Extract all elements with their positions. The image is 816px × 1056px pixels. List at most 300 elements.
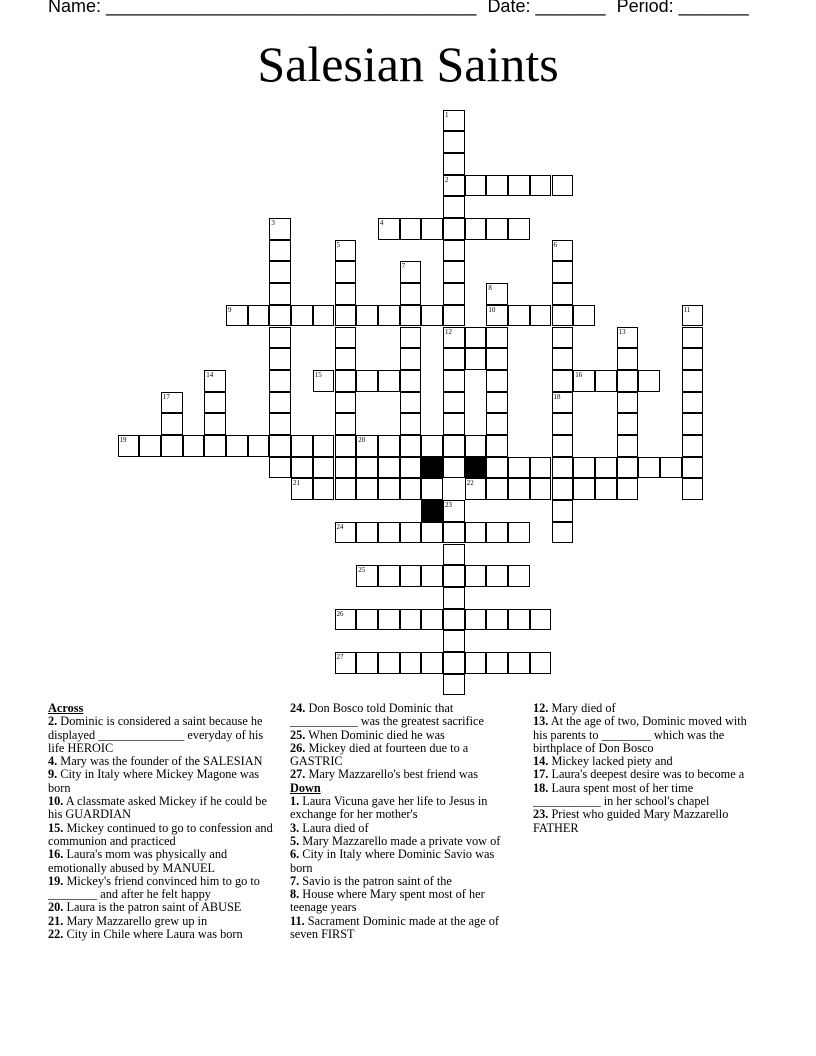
grid-cell[interactable] [443,110,465,132]
grid-cell[interactable] [204,392,226,414]
grid-cell[interactable] [486,565,508,587]
grid-cell[interactable] [552,240,574,262]
clues-column-1 [48,702,276,941]
clue-number-label: 10. [48,794,64,809]
grid-cell[interactable] [573,457,595,479]
clue-number-label: 7. [290,873,300,888]
clue-number-label: 27. [290,767,306,782]
clue-number: 23 [445,501,452,510]
grid-cell[interactable] [443,305,465,327]
grid-cell[interactable] [530,609,552,631]
grid-cell[interactable] [508,652,530,674]
grid-cell[interactable] [443,609,465,631]
grid-cell[interactable] [335,435,357,457]
grid-cell[interactable] [595,457,617,479]
grid-cell[interactable] [552,370,574,392]
grid-cell[interactable] [313,457,335,479]
grid-cell[interactable] [552,327,574,349]
grid-cell[interactable] [378,565,400,587]
grid-cell[interactable] [617,348,639,370]
clue-number: 12 [445,327,452,336]
clue-number-label: 17. [533,767,549,782]
grid-cell[interactable] [269,261,291,283]
grid-cell[interactable] [226,435,248,457]
grid-cell[interactable] [335,327,357,349]
clue-number-label: 6. [290,847,300,862]
clue-text: Savio is the patron saint of the [299,873,452,888]
grid-cell[interactable] [421,435,443,457]
clue-number: 11 [683,305,691,314]
clue-text: City in Italy where Mickey Magone was born [48,767,260,795]
across-clue [48,715,276,755]
grid-cell[interactable] [269,327,291,349]
grid-cell[interactable] [378,218,400,240]
grid-cell[interactable] [400,565,422,587]
down-clue [290,835,518,848]
grid-cell[interactable] [530,457,552,479]
grid-cell[interactable] [335,283,357,305]
clue-number: 14 [206,370,214,379]
grid-cell[interactable] [552,457,574,479]
grid-cell[interactable] [400,218,422,240]
down-clue [290,795,518,822]
grid-cell[interactable] [682,392,704,414]
clue-number: 25 [358,566,366,575]
down-clue [533,702,761,715]
clue-number-label: 8. [290,887,300,902]
clue-number-label: 12. [533,701,549,715]
down-clues-a [290,795,518,941]
clue-number-label: 24. [290,701,306,715]
grid-cell[interactable] [552,283,574,305]
grid-cell[interactable] [400,283,422,305]
down-clues-b [533,702,761,835]
grid-cell[interactable] [530,175,552,197]
grid-cell[interactable] [638,370,660,392]
down-clue [533,808,761,835]
grid-cell[interactable] [552,478,574,500]
grid-cell[interactable] [682,435,704,457]
clue-text: Dominic is considered a saint because he displayed ______________ everyday of his life HEROIC [48,714,264,755]
grid-cell[interactable] [486,283,508,305]
clues-column-2 [290,702,518,941]
clue-number-label: 23. [533,807,549,822]
grid-cell[interactable] [443,522,465,544]
clue-text: City in Chile where Laura was born [63,927,243,942]
grid-cell[interactable] [465,565,487,587]
grid-cell[interactable] [443,392,465,414]
clue-number: 17 [162,392,170,401]
grid-cell[interactable] [269,435,291,457]
grid-cell[interactable] [573,478,595,500]
grid-cell[interactable] [291,478,313,500]
grid-cell[interactable] [552,522,574,544]
grid-cell[interactable] [682,348,704,370]
grid-cell[interactable] [356,478,378,500]
grid-cell[interactable] [443,500,465,522]
clues-column-3 [533,702,761,835]
grid-cell[interactable] [486,305,508,327]
grid-cell[interactable] [356,305,378,327]
across-clue [48,848,276,875]
grid-cell[interactable] [400,261,422,283]
grid-cell[interactable] [335,522,357,544]
grid-cell[interactable] [291,457,313,479]
grid-cell[interactable] [335,652,357,674]
grid-cell[interactable] [400,327,422,349]
grid-cell[interactable] [356,435,378,457]
grid-cell[interactable] [335,457,357,479]
grid-cell[interactable] [443,457,465,479]
grid-cell[interactable] [356,370,378,392]
grid-cell[interactable] [682,370,704,392]
grid-cell[interactable] [617,413,639,435]
grid-cell[interactable] [443,652,465,674]
down-clue [290,875,518,888]
across-clue [48,755,276,768]
grid-cell[interactable] [443,674,465,696]
name-field[interactable]: Name: _____________________________________ [48,0,477,16]
grid-cell[interactable] [552,261,574,283]
grid-cell[interactable] [508,218,530,240]
clue-number: 1 [445,110,449,119]
grid-cell[interactable] [269,218,291,240]
clue-number: 6 [553,240,557,249]
grid-cell[interactable] [118,435,140,457]
grid-cell[interactable] [269,305,291,327]
grid-cell[interactable] [269,240,291,262]
clue-number-label: 21. [48,913,64,928]
grid-cell[interactable] [465,327,487,349]
grid-cell[interactable] [335,261,357,283]
clue-text: When Dominic died he was [305,727,445,742]
down-heading: Down [290,780,321,795]
grid-cell[interactable] [465,609,487,631]
grid-cell[interactable] [530,652,552,674]
grid-cell[interactable] [552,435,574,457]
grid-cell[interactable] [617,392,639,414]
grid-cell[interactable] [421,565,443,587]
grid-cell[interactable] [356,652,378,674]
grid-cell[interactable] [465,348,487,370]
grid-cell[interactable] [486,478,508,500]
clue-number-label: 11. [290,913,305,928]
clue-text: A classmate asked Mickey if he could be his GUARDIAN [48,794,267,822]
clue-number: 24 [336,522,344,531]
grid-cell[interactable] [335,240,357,262]
grid-cell[interactable] [552,500,574,522]
grid-cell[interactable] [508,305,530,327]
grid-cell[interactable] [530,478,552,500]
grid-cell[interactable] [443,544,465,566]
grid-cell[interactable] [508,565,530,587]
clue-text: Laura Vicuna gave her life to Jesus in exchange for her mother's [290,794,488,822]
across-clue [48,901,276,914]
puzzle-title: Salesian Saints [257,36,559,92]
clue-number: 27 [336,653,344,661]
grid-cell[interactable] [443,261,465,283]
grid-cell[interactable] [400,457,422,479]
grid-cell[interactable] [335,413,357,435]
clue-number-label: 13. [533,714,549,729]
grid-cell[interactable] [508,609,530,631]
grid-cell[interactable] [248,435,270,457]
grid-cell[interactable] [400,413,422,435]
clue-text: Mickey continued to go to confession and communion and practiced [48,820,273,848]
grid-cell[interactable] [508,522,530,544]
grid-cell[interactable] [400,478,422,500]
clue-text: Mary Mazzarello's best friend was [305,767,478,782]
grid-cell[interactable] [552,348,574,370]
grid-cell[interactable] [443,370,465,392]
grid-cell[interactable] [443,175,465,197]
clue-text: Mary Mazzarello grew up in [63,913,208,928]
black-square [421,500,443,522]
grid-cell[interactable] [378,522,400,544]
clue-text: Mary died of [548,701,616,715]
grid-cell[interactable] [356,565,378,587]
grid-cell[interactable] [682,413,704,435]
grid-cell[interactable] [421,522,443,544]
clue-number: 19 [119,436,127,444]
clue-text: Laura spent most of her time ___________ in her school's chapel [533,780,710,809]
clue-number: 8 [488,284,492,293]
grid-cell[interactable] [291,305,313,327]
down-clue [533,768,761,781]
grid-cell[interactable] [443,131,465,153]
grid-cell[interactable] [486,348,508,370]
grid-cell[interactable] [421,609,443,631]
grid-cell[interactable] [465,218,487,240]
clue-number-label: 26. [290,740,306,755]
grid-cell[interactable] [421,305,443,327]
grid-cell[interactable] [269,413,291,435]
grid-cell[interactable] [443,240,465,262]
across-clue [290,702,518,729]
grid-cell[interactable] [378,435,400,457]
across-clue [48,795,276,822]
grid-cell[interactable] [313,478,335,500]
grid-cell[interactable] [465,522,487,544]
clue-text: Mickey lacked piety and [548,754,673,769]
grid-cell[interactable] [486,652,508,674]
grid-cell[interactable] [291,435,313,457]
grid-cell[interactable] [400,370,422,392]
grid-cell[interactable] [161,392,183,414]
grid-cell[interactable] [378,370,400,392]
clue-text: Mickey died at fourteen due to a GASTRIC [290,740,469,769]
grid-cell[interactable] [443,565,465,587]
grid-cell[interactable] [682,305,704,327]
grid-cell[interactable] [378,609,400,631]
grid-cell[interactable] [682,327,704,349]
grid-cell[interactable] [465,652,487,674]
grid-cell[interactable] [486,413,508,435]
grid-cell[interactable] [443,630,465,652]
grid-cell[interactable] [486,392,508,414]
grid-cell[interactable] [400,652,422,674]
grid-cell[interactable] [486,218,508,240]
grid-cell[interactable] [269,348,291,370]
grid-cell[interactable] [335,370,357,392]
clue-number-label: 25. [290,727,306,742]
grid-cell[interactable] [617,478,639,500]
clue-number: 10 [488,305,496,314]
grid-cell[interactable] [378,305,400,327]
grid-cell[interactable] [400,609,422,631]
grid-cell[interactable] [204,370,226,392]
grid-cell[interactable] [443,348,465,370]
grid-cell[interactable] [400,392,422,414]
grid-cell[interactable] [443,283,465,305]
grid-cell[interactable] [617,457,639,479]
grid-cell[interactable] [508,175,530,197]
grid-cell[interactable] [682,478,704,500]
grid-cell[interactable] [486,522,508,544]
grid-cell[interactable] [313,370,335,392]
grid-cell[interactable] [400,305,422,327]
across-clues-b [290,702,518,782]
grid-cell[interactable] [443,435,465,457]
down-clue [290,822,518,835]
grid-cell[interactable] [486,175,508,197]
grid-cell[interactable] [617,327,639,349]
clue-number-label: 19. [48,873,64,888]
grid-cell[interactable] [573,305,595,327]
clue-number: 15 [314,370,322,379]
grid-cell[interactable] [269,283,291,305]
grid-cell[interactable] [139,435,161,457]
clue-text: House where Mary spent most of her teenage years [290,887,485,915]
grid-cell[interactable] [269,392,291,414]
clue-number: 2 [445,175,449,184]
clue-text: Laura is the patron saint of ABUSE [63,900,242,915]
grid-cell[interactable] [400,435,422,457]
clue-number: 18 [553,392,561,401]
clue-number-label: 15. [48,820,64,835]
grid-cell[interactable] [508,478,530,500]
grid-cell[interactable] [421,218,443,240]
grid-cell[interactable] [335,348,357,370]
clue-number-label: 16. [48,847,64,862]
grid-cell[interactable] [161,413,183,435]
grid-cell[interactable] [595,478,617,500]
grid-cell[interactable] [335,609,357,631]
grid-cell[interactable] [443,218,465,240]
grid-cell[interactable] [617,370,639,392]
date-field[interactable]: Date: _______ [487,0,606,16]
clue-number: 16 [575,370,583,379]
grid-cell[interactable] [335,478,357,500]
period-field[interactable]: Period: _______ [616,0,749,16]
grid-cell[interactable] [486,435,508,457]
clue-number-label: 9. [48,767,58,782]
grid-cell[interactable] [443,587,465,609]
across-clue [290,729,518,742]
down-clue [290,915,518,942]
down-clue [533,755,761,768]
grid-cell[interactable] [356,457,378,479]
grid-cell[interactable] [552,392,574,414]
clue-number-label: 5. [290,833,300,848]
grid-cell[interactable] [486,370,508,392]
grid-cell[interactable] [486,327,508,349]
across-clue [48,822,276,849]
grid-cell[interactable] [421,652,443,674]
grid-cell[interactable] [313,435,335,457]
grid-cell[interactable] [486,457,508,479]
grid-cell[interactable] [378,652,400,674]
grid-cell[interactable] [335,305,357,327]
clue-number: 21 [293,479,301,488]
clue-number-label: 18. [533,780,549,795]
grid-cell[interactable] [638,457,660,479]
across-clue [48,875,276,902]
grid-cell[interactable] [400,522,422,544]
grid-cell[interactable] [356,609,378,631]
grid-cell[interactable] [486,609,508,631]
grid-cell[interactable] [465,478,487,500]
grid-cell[interactable] [269,370,291,392]
grid-cell[interactable] [465,435,487,457]
grid-cell[interactable] [378,457,400,479]
grid-cell[interactable] [465,175,487,197]
grid-cell[interactable] [226,305,248,327]
clue-number-label: 3. [290,820,300,835]
down-clue [290,888,518,915]
clue-number: 7 [401,262,406,271]
grid-cell[interactable] [248,305,270,327]
clue-text: Don Bosco told Dominic that ___________ was the greatest sacrifice [290,701,484,729]
grid-cell[interactable] [269,457,291,479]
across-clue [48,928,276,941]
clue-text: City in Italy where Dominic Savio was born [290,847,495,875]
down-clue [290,848,518,875]
grid-cell[interactable] [443,196,465,218]
grid-cell[interactable] [356,522,378,544]
grid-cell[interactable] [443,153,465,175]
clue-number: 22 [466,479,474,488]
grid-cell[interactable] [161,435,183,457]
grid-cell[interactable] [313,305,335,327]
grid-cell[interactable] [183,435,205,457]
grid-cell[interactable] [443,413,465,435]
grid-cell[interactable] [552,413,574,435]
across-heading: Across [48,701,84,715]
grid-cell[interactable] [552,175,574,197]
grid-cell[interactable] [400,348,422,370]
grid-cell[interactable] [595,370,617,392]
grid-cell[interactable] [552,305,574,327]
grid-cell[interactable] [204,435,226,457]
grid-cell[interactable] [421,478,443,500]
across-clue [290,768,518,781]
down-clue [533,715,761,755]
grid-cell[interactable] [204,413,226,435]
grid-cell[interactable] [335,392,357,414]
black-square [421,457,443,479]
grid-cell[interactable] [573,370,595,392]
grid-cell[interactable] [443,327,465,349]
grid-cell[interactable] [508,457,530,479]
grid-cell[interactable] [682,457,704,479]
grid-cell[interactable] [617,435,639,457]
grid-cell[interactable] [378,478,400,500]
clue-number: 4 [379,219,384,227]
clue-number-label: 14. [533,754,549,769]
grid-cell[interactable] [530,305,552,327]
grid-cell[interactable] [660,457,682,479]
